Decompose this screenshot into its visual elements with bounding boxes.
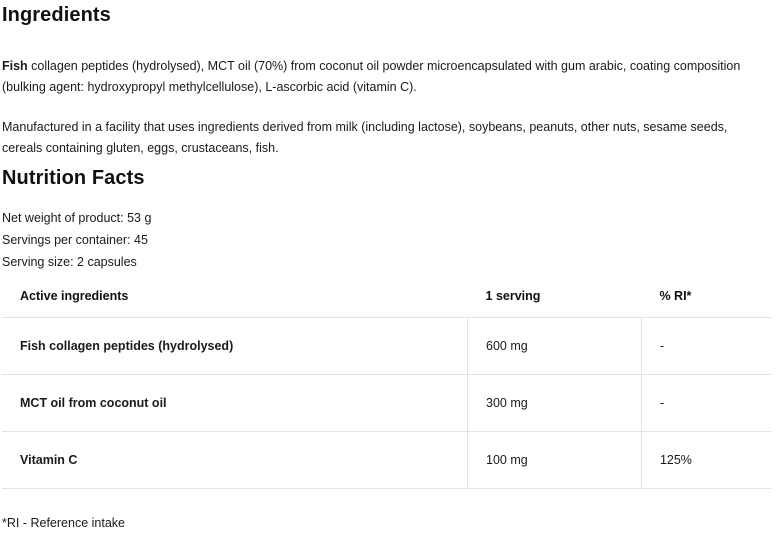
row-ri-value: 125% bbox=[641, 432, 772, 489]
row-ri-value: - bbox=[641, 375, 772, 432]
row-ingredient-name: Vitamin C bbox=[2, 432, 468, 489]
table-header bbox=[2, 283, 772, 318]
ingredients-heading: Ingredients bbox=[2, 4, 111, 26]
row-ingredient-name: Fish collagen peptides (hydrolysed) bbox=[2, 318, 468, 375]
row-ingredient-name: MCT oil from coconut oil bbox=[2, 375, 468, 432]
net-weight-line: Net weight of product: 53 g bbox=[2, 211, 152, 225]
reference-intake-footnote: *RI - Reference intake bbox=[2, 516, 125, 530]
row-serving-amount: 100 mg bbox=[468, 432, 642, 489]
table-row bbox=[2, 375, 772, 432]
row-serving-amount: 300 mg bbox=[468, 375, 642, 432]
ingredients-paragraph-text: collagen peptides (hydrolysed), MCT oil (70%) from coconut oil powder microencapsulated with gum arabic, coating composition (bulking agent: hydroxypropyl methylcellulose), L-ascorbic acid (vitamin C). bbox=[2, 58, 741, 94]
column-header-serving: 1 serving bbox=[485, 289, 541, 303]
allergen-statement: Manufactured in a facility that uses ingredients derived from milk (including lactose), soybeans, peanuts, other nuts, sesame seeds, cereals containing gluten, eggs, crustaceans, fish. bbox=[2, 119, 728, 155]
ingredients-paragraph bbox=[2, 56, 762, 98]
table-row bbox=[2, 318, 772, 375]
table-header-row bbox=[2, 283, 772, 318]
servings-per-container-line: Servings per container: 45 bbox=[2, 233, 148, 247]
row-serving-amount: 600 mg bbox=[468, 318, 642, 375]
allergen-emphasis: Fish bbox=[2, 58, 28, 73]
row-ri-value: - bbox=[641, 318, 772, 375]
nutrition-facts-table bbox=[2, 283, 772, 489]
column-header-active-ingredients: Active ingredients bbox=[20, 289, 129, 303]
column-header-ri: % RI* bbox=[659, 289, 692, 303]
nutrition-facts-heading: Nutrition Facts bbox=[2, 167, 145, 189]
serving-size-line: Serving size: 2 capsules bbox=[2, 255, 137, 269]
table-body bbox=[2, 318, 772, 489]
table-row bbox=[2, 432, 772, 489]
